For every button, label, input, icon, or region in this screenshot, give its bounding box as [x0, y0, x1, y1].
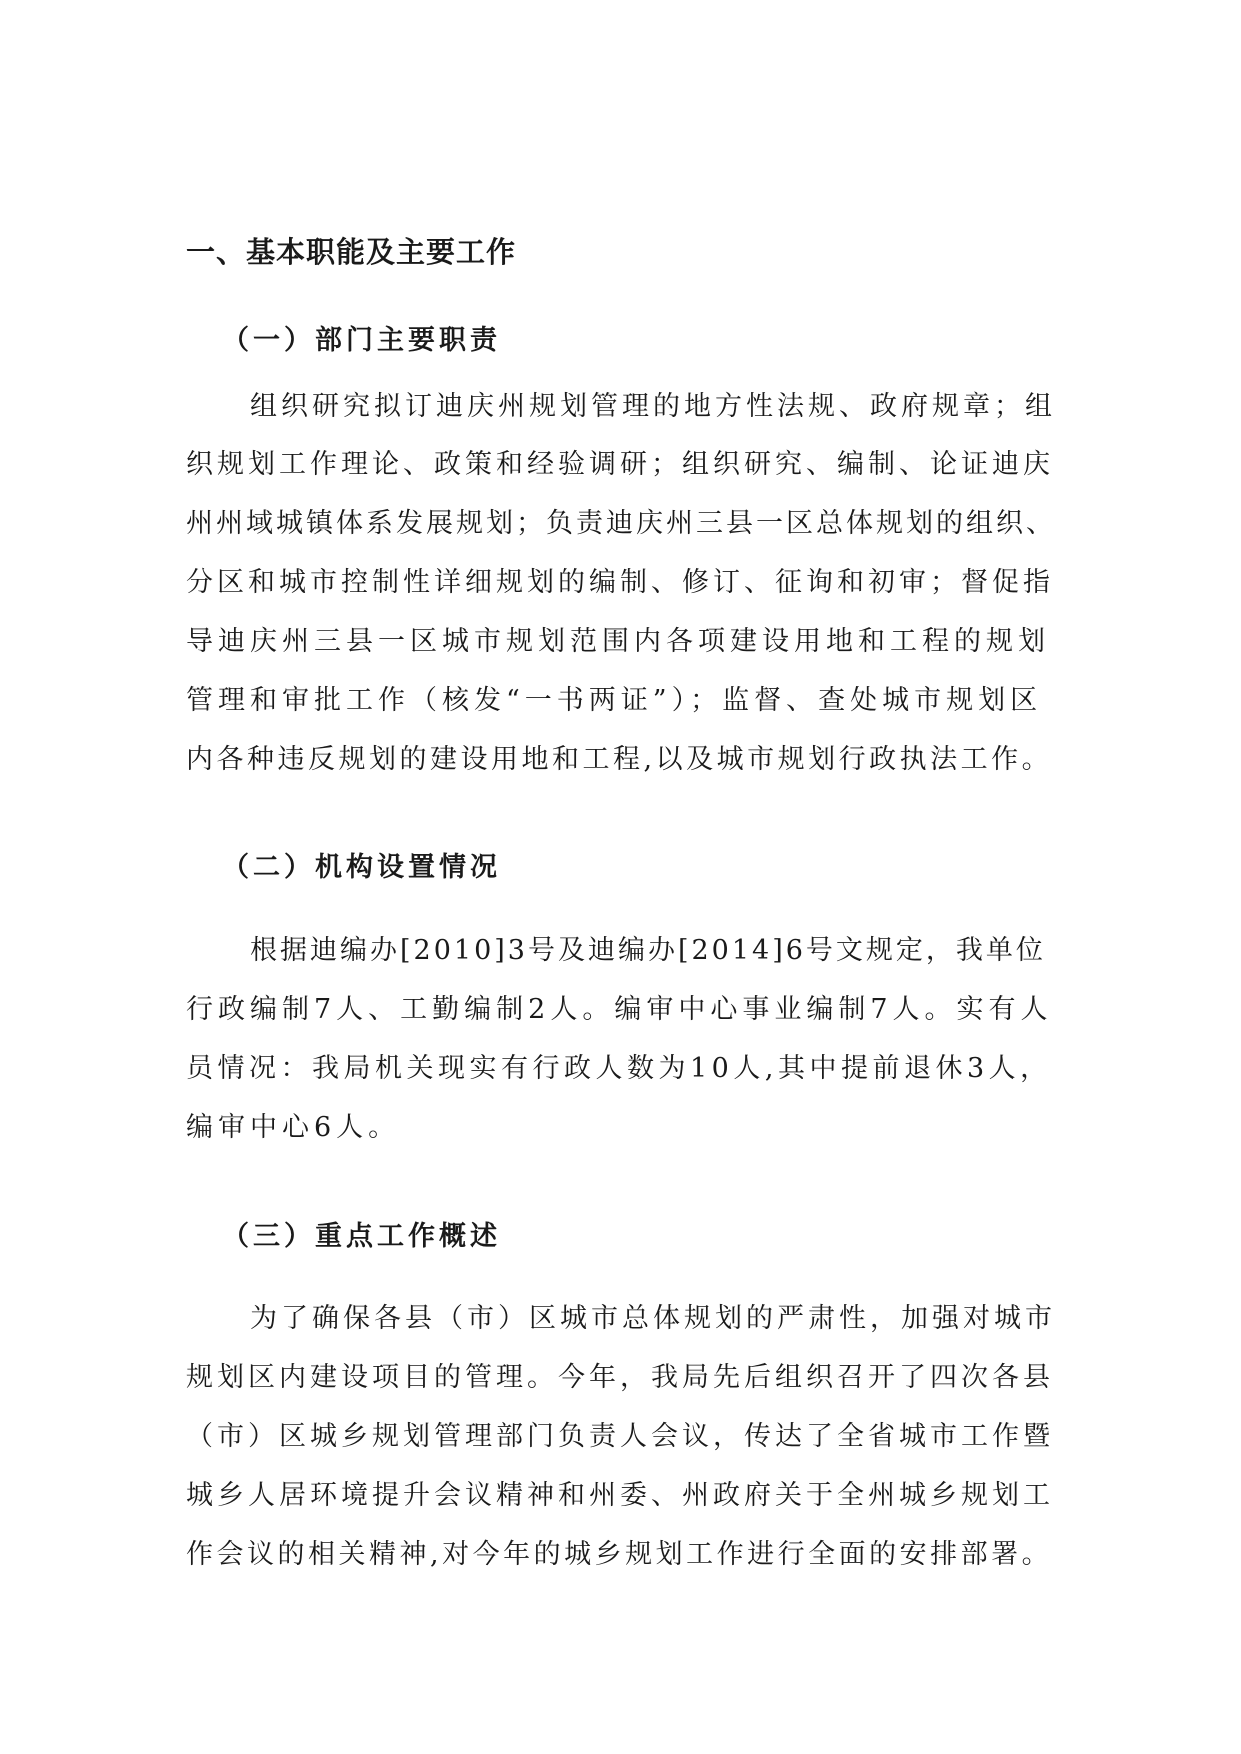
paragraph-line: 行政编制7人、工勤编制2人。编审中心事业编制7人。实有人 [186, 994, 1053, 1025]
paragraph-line: 规划区内建设项目的管理。今年，我局先后组织召开了四次各县 [186, 1362, 1054, 1393]
paragraph-line: 织规划工作理论、政策和经验调研；组织研究、编制、论证迪庆 [186, 449, 1054, 480]
subsection-title-organization: （二）机构设置情况 [222, 852, 501, 883]
paragraph-line: 内各种违反规划的建设用地和工程,以及城市规划行政执法工作。 [186, 744, 1053, 775]
paragraph-line: 导迪庆州三县一区城市规划范围内各项建设用地和工程的规划 [186, 626, 1050, 657]
paragraph-line: 分区和城市控制性详细规划的编制、修订、征询和初审；督促指 [186, 567, 1054, 598]
paragraph-line: 员情况：我局机关现实有行政人数为10人,其中提前退休3人， [186, 1053, 1052, 1084]
paragraph-line: 根据迪编办[2010]3号及迪编办[2014]6号文规定，我单位 [250, 935, 1046, 966]
paragraph-line: 组织研究拟订迪庆州规划管理的地方性法规、政府规章；组 [250, 391, 1056, 422]
paragraph-line: 作会议的相关精神,对今年的城乡规划工作进行全面的安排部署。 [186, 1539, 1053, 1570]
paragraph-line: 编审中心6人。 [186, 1112, 401, 1143]
paragraph-line: 管理和审批工作（核发“一书两证”）；监督、查处城市规划区 [186, 685, 1043, 716]
paragraph-line: 城乡人居环境提升会议精神和州委、州政府关于全州城乡规划工 [186, 1480, 1054, 1511]
section-heading: 一、基本职能及主要工作 [186, 235, 517, 269]
subsection-title-key-work: （三）重点工作概述 [222, 1221, 501, 1252]
paragraph-line: 为了确保各县（市）区城市总体规划的严肃性，加强对城市 [250, 1303, 1056, 1334]
paragraph-line: 州州域城镇体系发展规划；负责迪庆州三县一区总体规划的组织、 [186, 508, 1056, 539]
subsection-title-duties: （一）部门主要职责 [222, 325, 501, 356]
paragraph-line: （市）区城乡规划管理部门负责人会议，传达了全省城市工作暨 [186, 1421, 1054, 1452]
